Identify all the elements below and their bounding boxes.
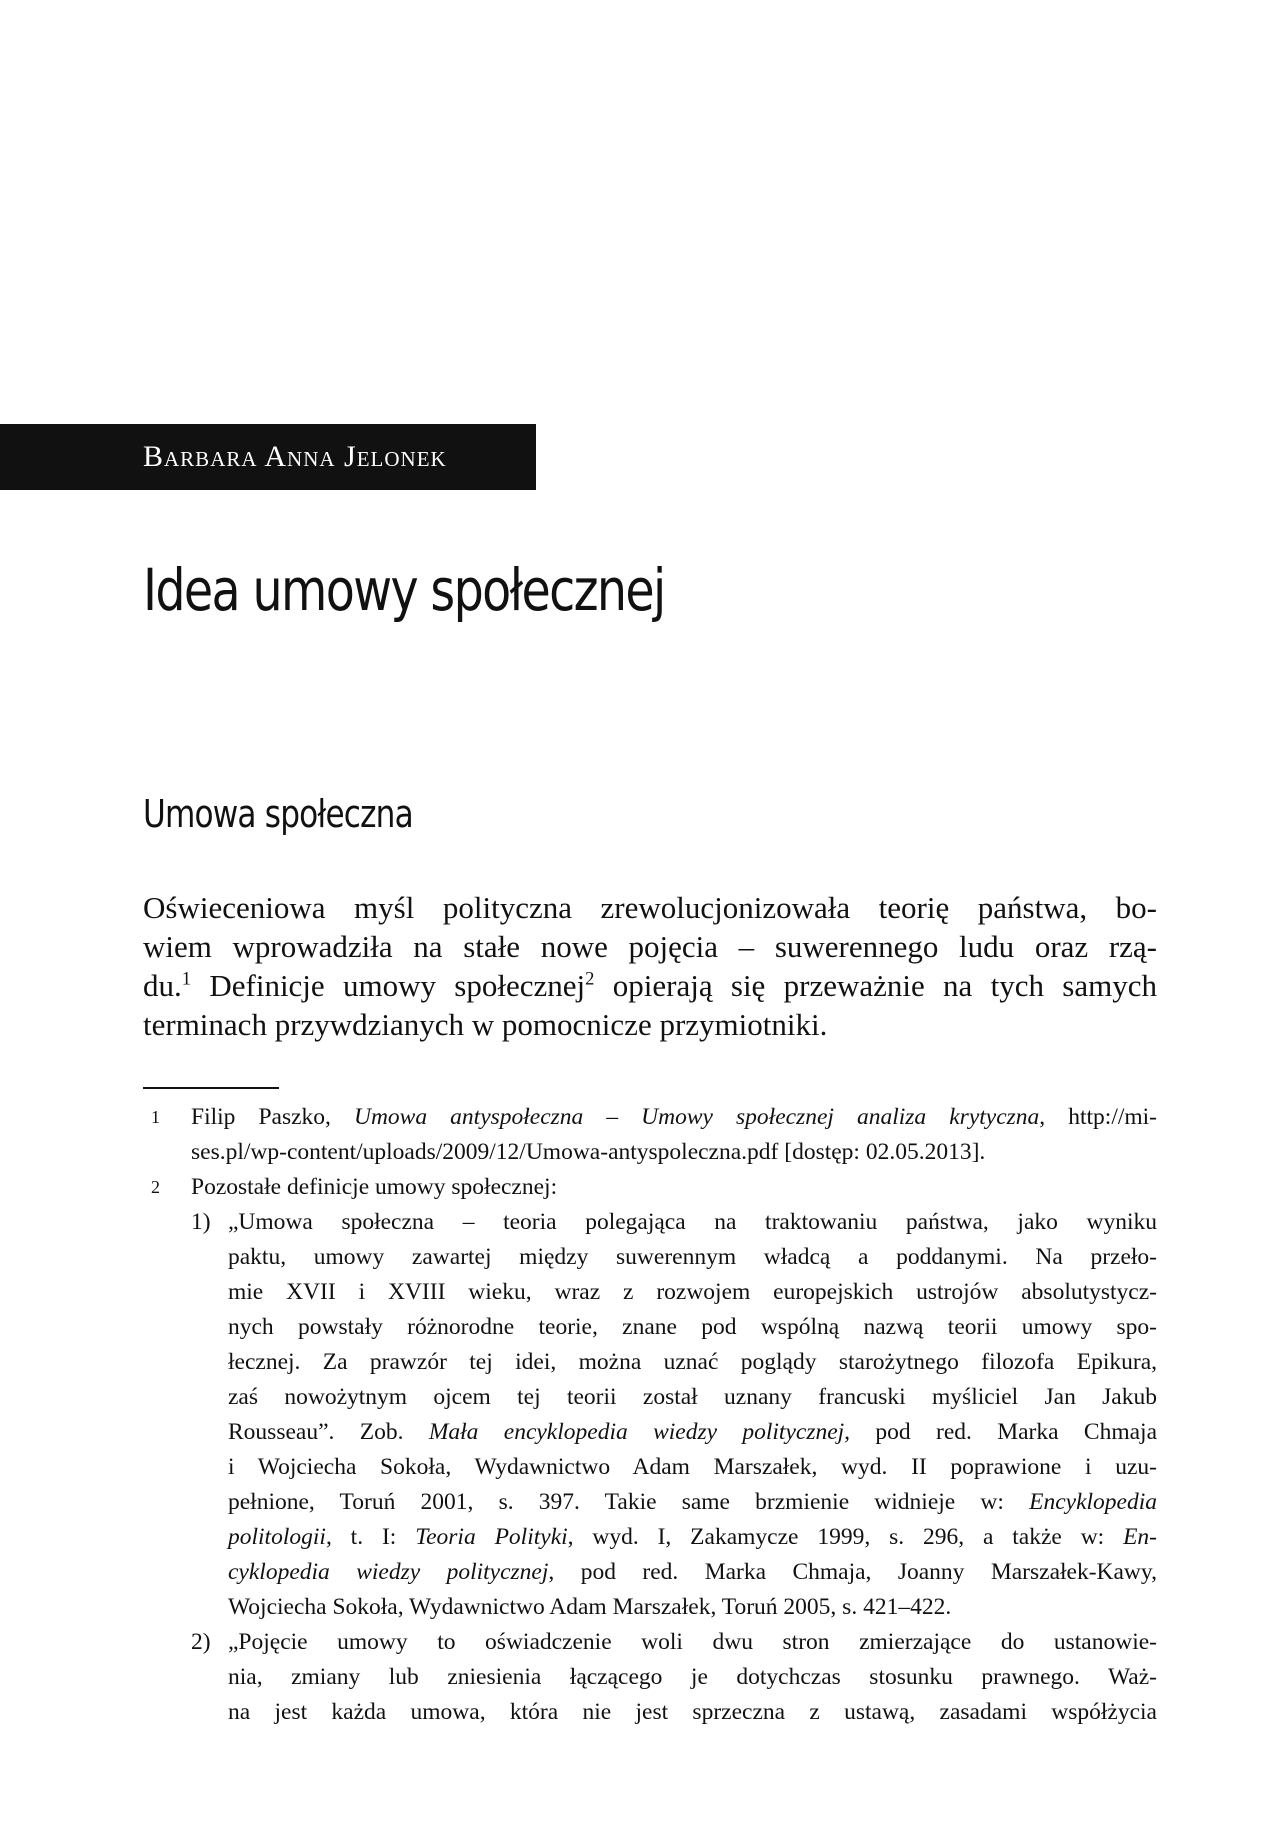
section-heading: Umowa społeczna bbox=[143, 792, 413, 836]
footnote-line: i Wojciecha Sokoła, Wydawnictwo Adam Marszałek, wyd. II poprawione i uzu- bbox=[228, 1454, 1157, 1480]
footnote-line: mie XVII i XVIII wieku, wraz z rozwojem europejskich ustrojów absolutystycz- bbox=[228, 1279, 1157, 1305]
footnote-line: ses.pl/wp-content/uploads/2009/12/Umowa-antyspoleczna.pdf [dostęp: 02.05.2013]. bbox=[191, 1139, 986, 1165]
footnote-line: łecznej. Za prawzór tej idei, można uznać poglądy starożytnego filozofa Epikura, bbox=[228, 1349, 1157, 1375]
body-line: Oświeceniowa myśl polityczna zrewolucjonizowała teorię państwa, bo- bbox=[143, 890, 1157, 925]
footnote-line: paktu, umowy zawartej między suwerennym władcą a poddanymi. Na przeło- bbox=[228, 1244, 1157, 1270]
item-number: 1) bbox=[191, 1209, 211, 1235]
body-line: terminach przywdzianych w pomocnicze przymiotniki. bbox=[143, 1007, 828, 1042]
footnote-line: politologii, t. I: Teoria Polityki, wyd. I, Zakamycze 1999, s. 296, a także w: En- bbox=[228, 1524, 1157, 1550]
body-paragraph bbox=[143, 888, 1157, 1044]
footnote-line: na jest każda umowa, która nie jest sprzeczna z ustawą, zasadami współżycia bbox=[228, 1699, 1157, 1725]
footnote-ref-2[interactable]: 2 bbox=[585, 968, 595, 990]
footnote-line: zaś nowożytnym ojcem tej teorii został uznany francuski myśliciel Jan Jakub bbox=[228, 1384, 1157, 1410]
footnote-1 bbox=[143, 1100, 1157, 1170]
chapter-title: Idea umowy społecznej bbox=[143, 556, 665, 624]
footnote-line: nia, zmiany lub zniesienia łączącego je dotychczas stosunku prawnego. Waż- bbox=[228, 1664, 1157, 1690]
footnote-divider bbox=[143, 1087, 279, 1089]
author-banner bbox=[0, 424, 536, 490]
footnote-number: 2 bbox=[151, 1177, 160, 1197]
item-number: 2) bbox=[191, 1629, 211, 1655]
footnote-line: Pozostałe definicje umowy społecznej: bbox=[191, 1174, 558, 1200]
footnote-2 bbox=[143, 1170, 1157, 1730]
body-line: wiem wprowadziła na stałe nowe pojęcia – suwerennego ludu oraz rzą- bbox=[143, 929, 1157, 964]
footnote-line: Rousseau”. Zob. Mała encyklopedia wiedzy politycznej, pod red. Marka Chmaja bbox=[228, 1419, 1158, 1445]
footnote-ref-1[interactable]: 1 bbox=[181, 968, 192, 990]
definition-item-1 bbox=[143, 1205, 1157, 1625]
footnote-line: nych powstały różnorodne teorie, znane pod wspólną nazwą teorii umowy spo- bbox=[228, 1314, 1157, 1340]
footnote-line: pełnione, Toruń 2001, s. 397. Takie same brzmienie widnieje w: Encyklopedia bbox=[228, 1489, 1157, 1515]
footnotes bbox=[143, 1100, 1157, 1730]
footnote-line: „Umowa społeczna – teoria polegająca na traktowaniu państwa, jako wyniku bbox=[228, 1209, 1157, 1235]
author-name: Barbara Anna Jelonek bbox=[143, 440, 447, 473]
footnote-number: 1 bbox=[151, 1107, 160, 1127]
definition-item-2 bbox=[143, 1625, 1157, 1730]
footnote-line: cyklopedia wiedzy politycznej, pod red. Marka Chmaja, Joanny Marszałek-Kawy, bbox=[228, 1559, 1158, 1585]
body-line: du.$^1$ Definicje umowy społecznej$^2$ opierają się przeważnie na tych samych bbox=[143, 968, 1158, 1003]
footnote-line: Wojciecha Sokoła, Wydawnictwo Adam Marszałek, Toruń 2005, s. 421–422. bbox=[228, 1594, 952, 1620]
footnote-line: „Pojęcie umowy to oświadczenie woli dwu stron zmierzające do ustanowie- bbox=[228, 1629, 1157, 1655]
footnote-line: Filip Paszko, Umowa antyspołeczna – Umowy społecznej analiza krytyczna, http://mi- bbox=[191, 1104, 1158, 1130]
